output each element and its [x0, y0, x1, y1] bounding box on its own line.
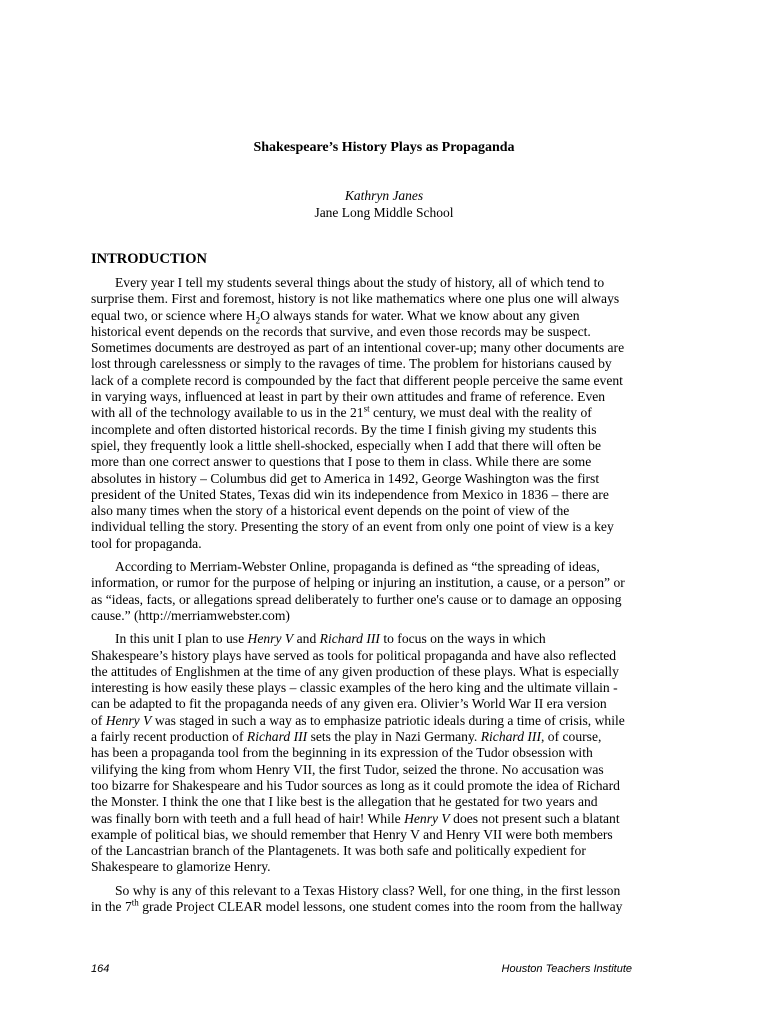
paragraph-4: [91, 883, 631, 916]
text-line: more than one correct answer to questions that I pose to them in class. While there are some: [91, 454, 592, 470]
text-line: of Henry V was staged in such a way as to emphasize patriotic ideals during a time of crisis, while: [91, 712, 625, 728]
text-line: vilifying the king from whom Henry VII, the first Tudor, seized the throne. No accusation was: [91, 761, 604, 777]
text-line: Sometimes documents are destroyed as part of an intentional cover-up; many other documents are: [91, 340, 625, 356]
text-line: has been a propaganda tool from the beginning in its expression of the Tudor obsession with: [91, 745, 593, 761]
text-line: In this unit I plan to use Henry V and Richard III to focus on the ways in which: [115, 631, 546, 647]
document-title: Shakespeare’s History Plays as Propaganda: [253, 140, 515, 155]
text-line: can be adapted to fit the propaganda needs of any given era. Olivier’s World War II era version: [91, 696, 607, 712]
text-line: Shakespeare’s history plays have served as tools for political propaganda and have also reflected: [91, 647, 617, 663]
text-line: individual telling the story. Presenting the story of an event from only one point of view is a key: [91, 519, 614, 535]
text-line: the attitudes of Englishmen at the time of any given production of these plays. What is especially: [91, 663, 619, 679]
text-line: tool for propaganda.: [91, 535, 202, 551]
text-line: equal two, or science where $H_2O$ always stands for water. What we know about any given: [91, 307, 580, 326]
paragraph-3: [91, 631, 631, 875]
text-line: spiel, they frequently look a little shell-shocked, especially when I add that there will often be: [91, 437, 601, 453]
text-line: lost through carelessness or simply to the ravages of time. The problem for historians caused by: [91, 356, 612, 372]
text-line: president of the United States, Texas did win its independence from Mexico in 1836 – there are: [91, 486, 609, 502]
author-name: Kathryn Janes: [344, 188, 424, 203]
text-line: with all of the technology available to us in the 21st century, we must deal with the reality of: [91, 403, 592, 421]
text-line: in varying ways, influenced at least in part by their own attitudes and frame of reference. Even: [91, 389, 606, 405]
text-line: a fairly recent production of Richard III sets the play in Nazi Germany. Richard III, of course,: [91, 729, 602, 745]
text-line: was finally born with teeth and a full head of hair! While Henry V does not present such a blatant: [91, 810, 620, 826]
text-line: interesting is how easily these plays – classic examples of the hero king and the ultimate villain -: [91, 680, 618, 696]
text-line: the Monster. I think the one that I like best is the allegation that he gestated for two years and: [91, 794, 598, 810]
text-line: historical event depends on the records that survive, and even those records may be suspect.: [91, 323, 591, 339]
text-line: of the Lancastrian branch of the Plantagenets. It was both safe and politically expedient for: [91, 843, 586, 859]
text-line: also many times when the story of a historical event depends on the point of view of the: [91, 503, 570, 519]
paragraph-1: [91, 275, 631, 552]
publisher-footer: Houston Teachers Institute: [501, 963, 632, 975]
text-line: Shakespeare to glamorize Henry.: [91, 859, 271, 875]
paragraph-2: [91, 559, 631, 624]
text-line: surprise them. First and foremost, history is not like mathematics where one plus one will always: [91, 291, 620, 307]
text-line: incomplete and often distorted historical records. By the time I finish giving my students this: [91, 421, 597, 437]
section-heading: INTRODUCTION: [91, 251, 208, 267]
text-line: in the 7th grade Project CLEAR model lessons, one student comes into the room from the hallway: [91, 897, 623, 914]
text-line: Every year I tell my students several things about the study of history, all of which tend to: [115, 275, 605, 290]
text-line: example of political bias, we should remember that Henry V and Henry VII were both members: [91, 826, 613, 842]
body-text: [91, 275, 631, 922]
text-line: According to Merriam-Webster Online, propaganda is defined as “the spreading of ideas,: [115, 559, 600, 575]
text-line: too bizarre for Shakespeare and his Tudor sources as long as it could promote the idea of Richard: [91, 777, 620, 793]
text-line: So why is any of this relevant to a Texas History class? Well, for one thing, in the first lesson: [115, 882, 621, 898]
text-line: lack of a complete record is compounded by the fact that different people perceive the same event: [91, 372, 623, 388]
text-line: cause.” (http://merriamwebster.com): [91, 607, 290, 623]
page-number: 164: [91, 963, 110, 975]
text-line: as “ideas, facts, or allegations spread deliberately to further one's cause or to damage an opposing: [91, 591, 622, 607]
text-line: absolutes in history – Columbus did get to America in 1492, George Washington was the first: [91, 470, 600, 486]
text-line: information, or rumor for the purpose of helping or injuring an institution, a cause, or a person” or: [91, 575, 625, 591]
author-school: Jane Long Middle School: [314, 205, 454, 220]
